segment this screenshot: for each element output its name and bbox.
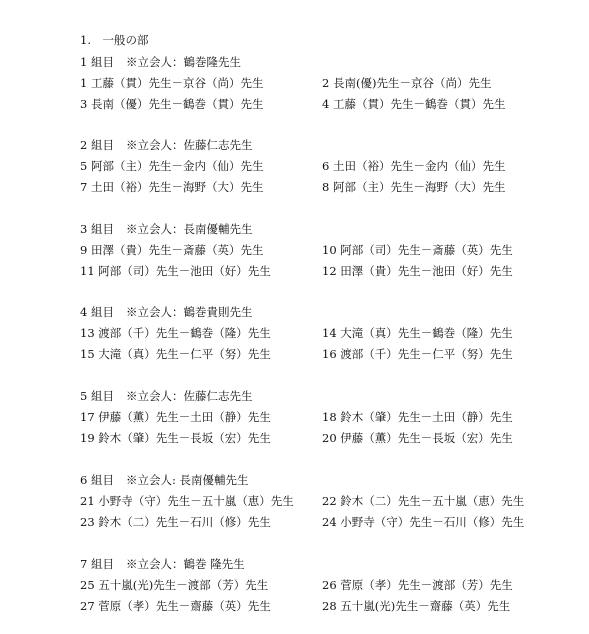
group-6 — [80, 470, 560, 533]
match-item: 25 五十嵐(光)先生－渡部（芳）先生 — [80, 578, 269, 592]
group-2 — [80, 135, 560, 198]
match-item: 17 伊藤（薫）先生－土田（静）先生 — [80, 410, 271, 424]
match-item: 23 鈴木（二）先生－石川（修）先生 — [80, 515, 271, 529]
match-row — [80, 575, 560, 596]
match-item: 10 阿部（司）先生－斎藤（英）先生 — [322, 243, 513, 257]
match-item: 22 鈴木（二）先生－五十嵐（恵）先生 — [322, 494, 525, 508]
match-item: 4 工藤（貫）先生－鶴巻（貫）先生 — [322, 97, 506, 111]
match-item: 8 阿部（主）先生－海野（大）先生 — [322, 180, 506, 194]
match-item: 24 小野寺（守）先生－石川（修）先生 — [322, 515, 525, 529]
group-referee: ※立会人：佐藤仁志先生 — [126, 138, 253, 152]
match-item: 15 大滝（真）先生－仁平（努）先生 — [80, 347, 271, 361]
group-1 — [80, 52, 560, 115]
group-title — [80, 470, 560, 491]
match-item: 27 菅原（孝）先生－齋藤（英）先生 — [80, 599, 271, 613]
match-row — [80, 344, 560, 365]
match-item: 20 伊藤（薫）先生－長坂（宏）先生 — [322, 431, 513, 445]
match-item: 6 土田（裕）先生－金内（仙）先生 — [322, 159, 506, 173]
group-label: 3 組目 — [80, 222, 114, 236]
match-item: 2 長南(優)先生－京谷（尚）先生 — [322, 76, 492, 90]
match-row — [80, 73, 560, 94]
match-item: 11 阿部（司）先生－池田（好）先生 — [80, 264, 271, 278]
match-item: 7 土田（裕）先生－海野（大）先生 — [80, 180, 264, 194]
match-row — [80, 94, 560, 115]
match-row — [80, 261, 560, 282]
match-row — [80, 323, 560, 344]
match-row — [80, 156, 560, 177]
group-title — [80, 52, 560, 73]
group-3 — [80, 219, 560, 282]
section-heading: 1. 一般の部 — [80, 33, 149, 47]
match-row — [80, 491, 560, 512]
group-title — [80, 554, 560, 575]
match-item: 13 渡部（千）先生－鶴巻（隆）先生 — [80, 326, 271, 340]
group-label: 5 組目 — [80, 389, 114, 403]
group-label: 6 組目 — [80, 473, 114, 487]
group-4 — [80, 302, 560, 365]
match-item: 12 田澤（貴）先生－池田（好）先生 — [322, 264, 513, 278]
match-item: 18 鈴木（肇）先生－土田（静）先生 — [322, 410, 513, 424]
match-item: 14 大滝（真）先生－鶴巻（隆）先生 — [322, 326, 513, 340]
group-label: 7 組目 — [80, 557, 114, 571]
match-item: 16 渡部（千）先生－仁平（努）先生 — [322, 347, 513, 361]
match-item: 26 菅原（孝）先生－渡部（芳）先生 — [322, 578, 513, 592]
match-item: 5 阿部（主）先生－金内（仙）先生 — [80, 159, 264, 173]
match-item: 21 小野寺（守）先生－五十嵐（恵）先生 — [80, 494, 294, 508]
group-label: 1 組目 — [80, 55, 114, 69]
match-item: 9 田澤（貴）先生－斎藤（英）先生 — [80, 243, 264, 257]
group-label: 2 組目 — [80, 138, 114, 152]
group-title — [80, 219, 560, 240]
group-title — [80, 302, 560, 323]
group-title — [80, 135, 560, 156]
match-item: 19 鈴木（肇）先生－長坂（宏）先生 — [80, 431, 271, 445]
match-row — [80, 407, 560, 428]
group-referee: ※立会人：鶴巻隆先生 — [126, 55, 241, 69]
group-title — [80, 386, 560, 407]
group-7 — [80, 554, 560, 617]
match-item: 3 長南（優）先生－鶴巻（貫）先生 — [80, 97, 264, 111]
group-referee: ※立会人：長南優輔先生 — [126, 222, 253, 236]
match-row — [80, 177, 560, 198]
match-row — [80, 428, 560, 449]
match-row — [80, 512, 560, 533]
group-label: 4 組目 — [80, 305, 114, 319]
group-referee: ※立会人：鶴巻 隆先生 — [126, 557, 245, 571]
group-referee: ※立会人：鶴巻貴則先生 — [126, 305, 253, 319]
match-item: 1 工藤（貫）先生－京谷（尚）先生 — [80, 76, 264, 90]
group-referee: ※立会人: 長南優輔先生 — [126, 473, 249, 487]
group-5 — [80, 386, 560, 449]
match-item: 28 五十嵐(光)先生－齋藤（英）先生 — [322, 599, 511, 613]
match-row — [80, 596, 560, 617]
group-referee: ※立会人：佐藤仁志先生 — [126, 389, 253, 403]
match-row — [80, 240, 560, 261]
